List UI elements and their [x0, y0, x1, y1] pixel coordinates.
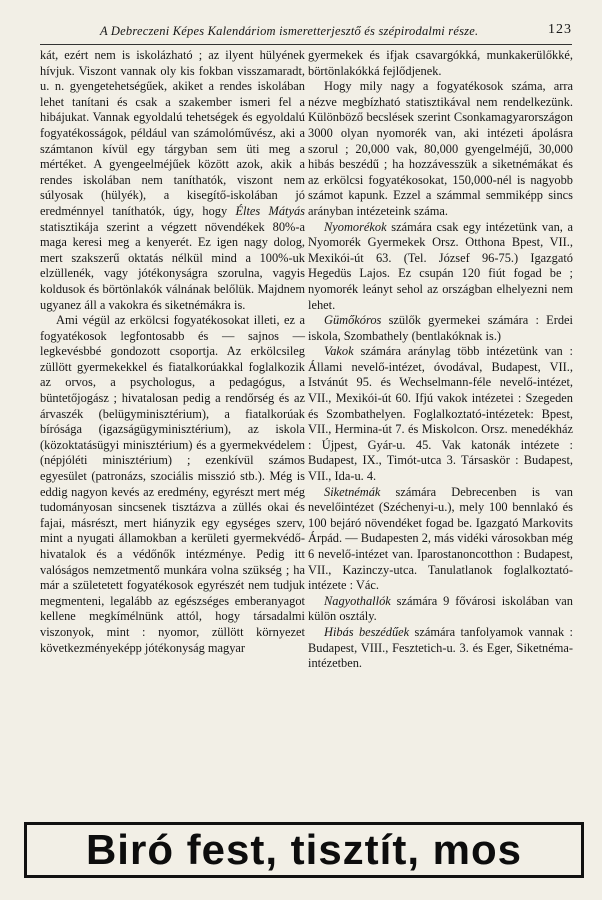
paragraph: Ami végül az erkölcsi fogyatékosokat illeti, ez a fogyatékosok legfontosabb és — sajnos — legkevésbbé gondozott csoportja. Az erkölcsileg züllött gyermekekkel és fiatalkorúakkal foglalkozik az orvos, a psychologus, a pedagógus, a büntetőjogász ; hivatalosan pedig a rendőrség és az árvaszék (belügyminisztérium), a fiatalkorúak bírósága (igazságügyminisztérium), az iskola (közoktatásügyi minisztérium) és a gyermekvédelem (népjóléti minisztérium) ; ezenkívül számos egyesület (patronázs, szociális misszió stb.). Még is eddig nagyon kevés az eredmény, egyrészt mert még tudományosan sincsenek tisztázva a züllés okai és fajai, másrészt, mert hiányzik egy egységes szerv, mint a nyugati államokban a kerületi gyermekvédő-hivatalok és a védőnők intézménye. Pedig itt valóságos nemzetmentő munkára volna szükség ; ha már a születetett fogyatékosok egyrészét nem tudjuk megmenteni, legalább az egészséges emberanyagot kellene megkímélnünk attól, hogy társadalmi viszonyok, mint : nyomor, züllött környezet következményeképp jótékonyság magyar [40, 313, 305, 655]
section-lead: Gümőkóros [324, 313, 382, 328]
paragraph-text: számára 9 fővárosi iskolában van külön osztály. [308, 593, 573, 624]
page-header [40, 18, 572, 45]
section-lead: Vakok [324, 344, 354, 359]
paragraph-text: számára tanfolyamok vannak : Budapest, VIII., Fesztetich-u. 3. és Eger, Siketnéma-intézetben. [308, 624, 573, 671]
left-column [40, 48, 305, 656]
paragraph-text: szülők gyermekei számára : Erdei iskola, Szombathely (bentlakóknak is.) [308, 313, 573, 343]
section-lead: Hibás beszédűek [324, 624, 410, 639]
section-lead: Nyomorékok [324, 219, 387, 234]
section-lead: Siketnémák [324, 484, 381, 499]
person-name: Éltes Mátyás [235, 203, 305, 218]
right-column [308, 48, 573, 672]
running-title: A Debreczeni Képes Kalendáriom ismeretterjesztő és szépirodalmi része. [100, 24, 479, 38]
paragraph [40, 48, 305, 313]
paragraph-text: számára aránylag több intézetünk van : Állami nevelő-intézet, óvodával, Budapest, VII., Istvánút 95. és Wechselmann-féle nevelő-intézet, VII., Mexikói-út 60. Ifjú vakok intézetei : Szegeden és Szombathelyen. Foglalkoztató-intézetek: Bpest, VII., Hermina-út 7. és Miskolcon. Orsz. menedékház : Újpest, Gyár-u. 45. Vak katonák intézete : Budapest, IX., Timót-utca 3. Társaskör : Budapest, VII., Ida-u. 4. [308, 344, 573, 484]
paragraph [308, 485, 573, 594]
paragraph-text: számára Debrecenben is van nevelőintézet (Széchenyi-u.), mely 100 bennlakó és 100 bejáró növendéket fogad be. Igazgató Markovits Árpád. — Budapesten 2, más vidéki városokban még 6 nevelő-intézet van. Iparostanoncotthon : Budapest, VII., Kazinczy-utca. Tanulatlanok foglalkoztató-intézete : Vác. [308, 484, 573, 593]
section-lead: Nagyothallók [324, 593, 391, 608]
advertisement-box [24, 822, 584, 878]
paragraph [308, 625, 573, 672]
paragraph-text: kát, ezért nem is iskolázható ; az ilyent hülyének hívjuk. Viszont vannak oly kis fokban visszamaradt, u. n. gyengetehetségűek, akiket a rendes iskolában lehet tanítani és csak a szakember ismeri fel a hibájukat. Vannak egyoldalú tehetségek és egyoldalú fogyatékosságok, például van számolóművész, aki a számtanon kívül egy tárgyban sem üti meg a mértéket. A gyengeelméjűek között azok, akik a rendes iskolában nem taníthatók, viszont nem súlyosak (hülyék), a kisegítő-iskolában jó eredménnyel taníthatók, úgy, hogy [40, 48, 305, 218]
paragraph-text: statisztikája szerint a végzett növendékek 80%-a maga keresi meg a kenyerét. Ez igen nagy dolog, mert szakszerű oktatás nélkül mind a 100%-uk elzüllenék, vagy jótékonyságra szorulna, vagyis koldusok és börtönlakók válnának belőlük. Majdnem ugyanez áll a vakokra és siketnémákra is. [40, 219, 305, 312]
page-number: 123 [548, 22, 572, 37]
paragraph [308, 313, 573, 344]
paragraph-text: számára csak egy intézetünk van, a Nyomorék Gyermekek Orsz. Otthona Bpest, VII., Mexikói-út 63. (Tel. József 96-75.) Igazgató Hegedüs Lajos. Ez csupán 120 fiút fogad be ; nyomorék leányt sehol az országban elhelyezni nem lehet. [308, 219, 573, 312]
paragraph [308, 220, 573, 314]
paragraph: gyermekek és ifjak csavargókká, munkakerülőkké, börtönlakókká fejlődjenek. [308, 48, 573, 78]
advertisement-text: Biró fest, tisztít, mos [85, 826, 523, 873]
paragraph [308, 344, 573, 484]
paragraph [308, 594, 573, 625]
paragraph: Hogy mily nagy a fogyatékosok száma, arra nézve megbízható statisztikával nem rendelkezünk. Különböző becslések szerint Csonkamagyarországon 3000 olyan nyomorék van, aki intézeti ápolásra szorul ; 20,000 vak, 80,000 gyengelméjű, 30,000 hibás beszédű ; ha hozzávesszük a siketnémákat és az erkölcsi fogyatékosokat, 150,000-nél is nagyobb számot kapunk. Ezzel a számmal semmiképp sincs arányban intézeteink száma. [308, 79, 573, 218]
